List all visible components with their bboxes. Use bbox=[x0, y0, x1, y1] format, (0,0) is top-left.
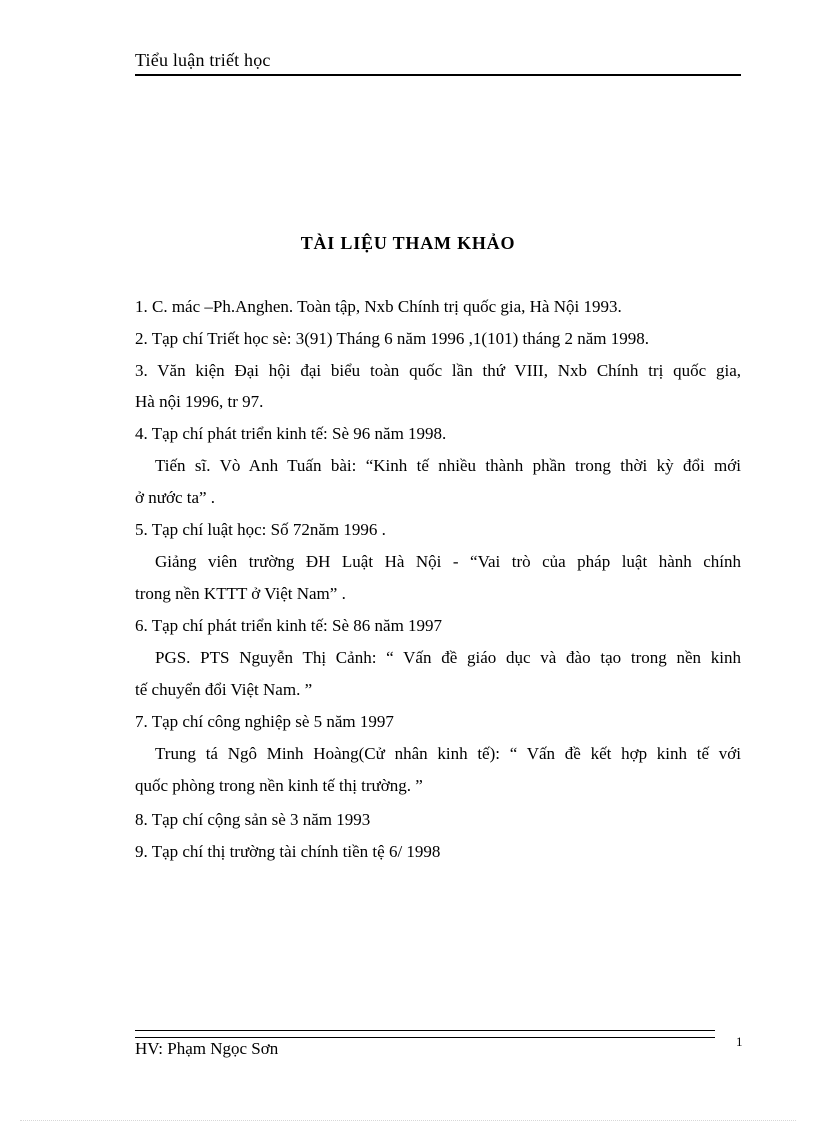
reference-line: 9. Tạp chí thị trường tài chính tiền tệ 6/ 1998 bbox=[135, 842, 441, 861]
reference-line: PGS. PTS Nguyễn Thị Cảnh: “ Vấn đề giáo dục và đào tạo trong nền kinh bbox=[155, 648, 741, 667]
reference-line: Hà nội 1996, tr 97. bbox=[135, 392, 264, 411]
page-header bbox=[135, 48, 741, 76]
reference-line: 8. Tạp chí cộng sản sè 3 năm 1993 bbox=[135, 810, 371, 829]
reference-line: Tiến sĩ. Vò Anh Tuấn bài: “Kinh tế nhiều thành phần trong thời kỳ đổi mới bbox=[155, 456, 741, 475]
reference-line: 6. Tạp chí phát triển kinh tế: Sè 86 năm 1997 bbox=[135, 616, 443, 635]
page-number: 1 bbox=[736, 1034, 743, 1049]
reference-line: Giảng viên trường ĐH Luật Hà Nội - “Vai trò của pháp luật hành chính bbox=[155, 552, 741, 571]
footer-divider bbox=[135, 1030, 715, 1038]
reference-line: 4. Tạp chí phát triển kinh tế: Sè 96 năm 1998. bbox=[135, 424, 447, 443]
page-edge-divider bbox=[20, 1120, 796, 1121]
reference-line: 3. Văn kiện Đại hội đại biểu toàn quốc lần thứ VIII, Nxb Chính trị quốc gia, bbox=[135, 361, 741, 380]
page-title: TÀI LIỆU THAM KHẢO bbox=[300, 233, 516, 253]
reference-line: tế chuyển đổi Việt Nam. ” bbox=[135, 680, 313, 699]
reference-line: 5. Tạp chí luật học: Số 72năm 1996 . bbox=[135, 520, 386, 539]
footer-author: HV: Phạm Ngọc Sơn bbox=[135, 1039, 279, 1058]
reference-line: trong nền KTTT ở Việt Nam” . bbox=[135, 584, 346, 603]
reference-line: 1. C. mác –Ph.Anghen. Toàn tập, Nxb Chính trị quốc gia, Hà Nội 1993. bbox=[135, 297, 622, 316]
reference-line: 7. Tạp chí công nghiệp sè 5 năm 1997 bbox=[135, 712, 394, 731]
reference-line: ở nước ta” . bbox=[135, 488, 216, 507]
reference-line: 2. Tạp chí Triết học sè: 3(91) Tháng 6 năm 1996 ,1(101) tháng 2 năm 1998. bbox=[135, 329, 650, 348]
reference-line: Trung tá Ngô Minh Hoàng(Cử nhân kinh tế): “ Vấn đề kết hợp kinh tế với bbox=[155, 744, 741, 763]
reference-line: quốc phòng trong nền kinh tế thị trường. ” bbox=[135, 776, 423, 795]
header-title: Tiểu luận triết học bbox=[135, 50, 271, 70]
